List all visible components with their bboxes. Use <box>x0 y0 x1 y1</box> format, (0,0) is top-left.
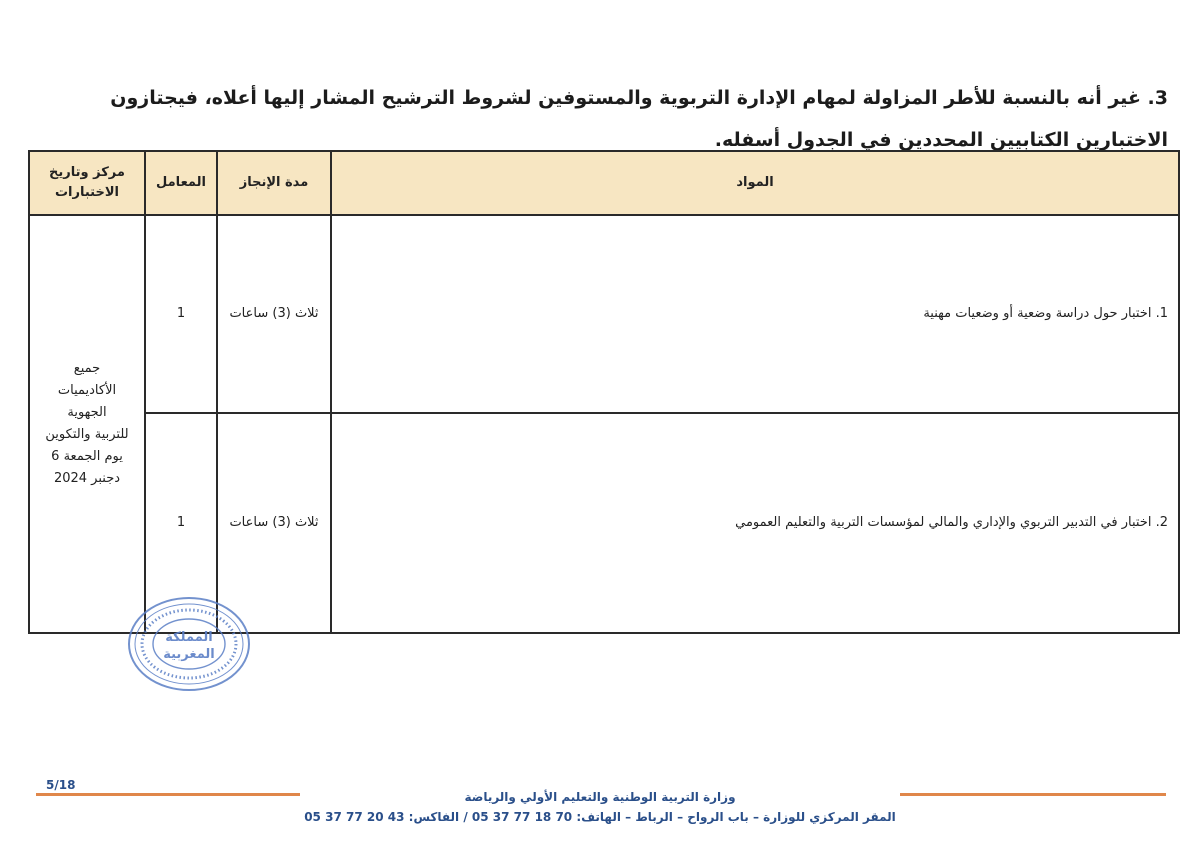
center-line: جميع <box>73 361 101 376</box>
center-line: يوم الجمعة 6 <box>51 449 123 464</box>
center-line: الجهوية <box>67 405 107 420</box>
header-center <box>29 151 145 215</box>
coefficient-cell: 1 <box>145 215 217 413</box>
table-row <box>29 215 1179 413</box>
header-coefficient: المعامل <box>145 151 217 215</box>
subject-cell: 2. اختبار في التدبير التربوي والإداري والمالي لمؤسسات التربية والتعليم العمومي <box>331 413 1179 633</box>
table-header-row <box>29 151 1179 215</box>
center-date-cell <box>29 215 145 633</box>
page-number: 5/18 <box>46 778 76 792</box>
seal-text-line: المغربية <box>163 647 215 662</box>
center-line: دجنبر 2024 <box>53 471 121 486</box>
subject-cell: 1. اختبار حول دراسة وضعية أو وضعيات مهنية <box>331 215 1179 413</box>
duration-cell: ثلاث (3) ساعات <box>217 413 331 633</box>
header-duration: مدة الإنجاز <box>217 151 331 215</box>
subjects-table <box>28 150 1180 634</box>
footer-ministry-name: وزارة التربية الوطنية والتعليم الأولي والرياضة <box>300 790 900 804</box>
duration-cell: ثلاث (3) ساعات <box>217 215 331 413</box>
footer-address: المقر المركزي للوزارة – باب الرواح – الرباط – الهاتف: 70 18 77 37 05 / الفاكس: 43 20 77 37 05 <box>304 810 896 824</box>
intro-paragraph: 3. غير أنه بالنسبة للأطر المزاولة لمهام الإدارة التربوية والمستوفين لشروط الترشيح المشار إليها أعلاه، فيجتازون الاختبارين الكتابيين المحددين في الجدول أسفله. <box>110 87 1168 151</box>
official-seal-stamp <box>126 594 252 694</box>
center-line: للتربية والتكوين <box>45 427 129 442</box>
header-subjects: المواد <box>331 151 1179 215</box>
center-line: الأكاديميات <box>57 383 117 398</box>
header-center-line: مركز وتاريخ <box>49 165 125 180</box>
header-center-line: الاختبارات <box>54 185 119 200</box>
seal-text-line: المملكة <box>165 630 213 645</box>
coefficient-cell: 1 <box>145 413 217 633</box>
